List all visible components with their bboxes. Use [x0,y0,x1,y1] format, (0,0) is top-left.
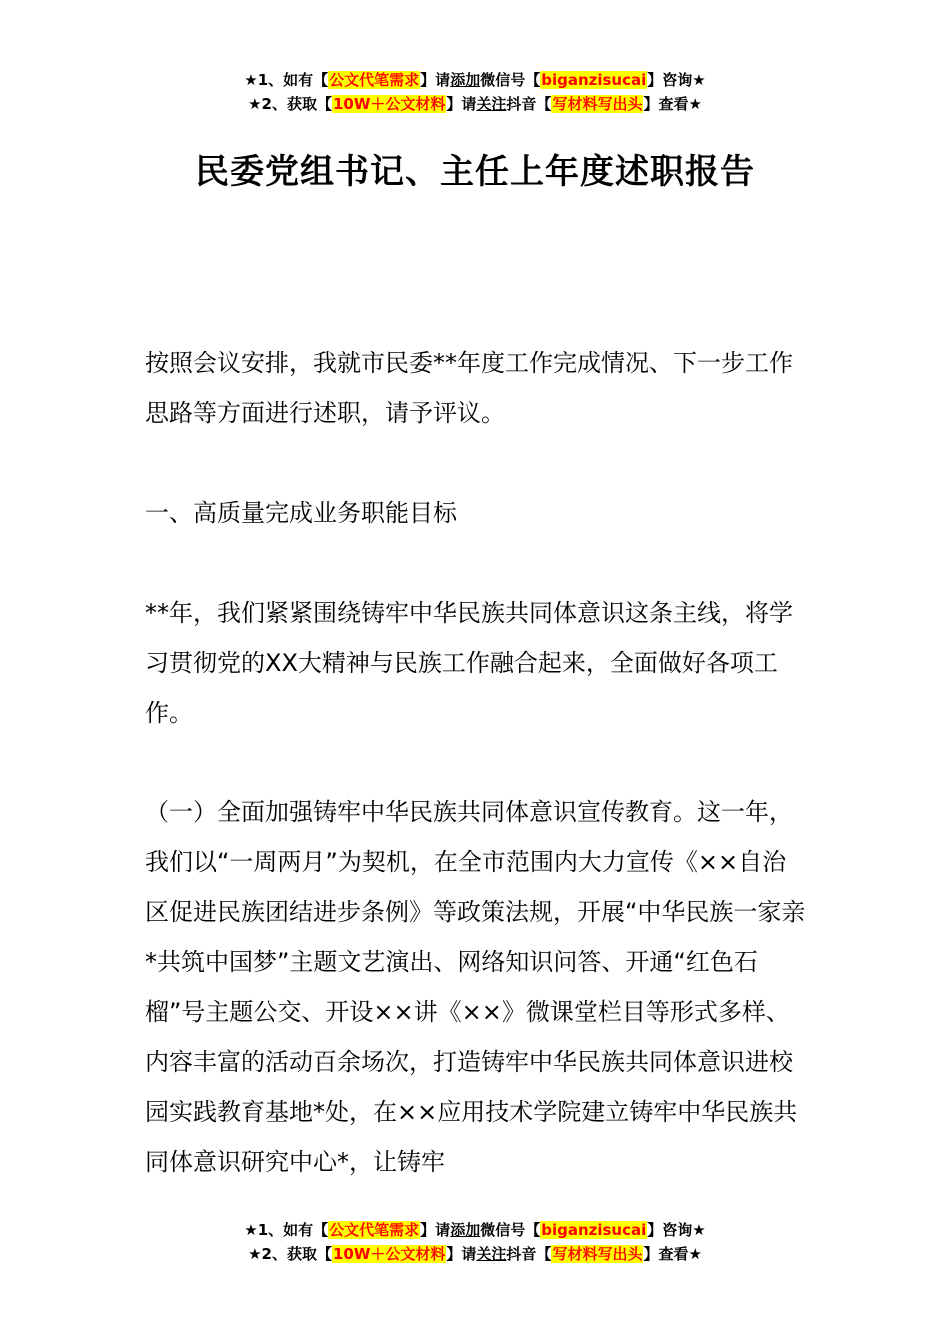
banner-highlight: 写材料写出头 [552,95,643,113]
header-banner [0,68,950,116]
banner-highlight: 公文代笔需求 [329,71,420,89]
banner-line-2: ★2、获取【10W＋公文材料】请关注抖音【写材料写出头】查看★ [248,95,702,113]
banner-highlight: 10W＋公文材料 [332,95,446,113]
banner-line-1: ★1、如有【公文代笔需求】请添加微信号【biganzisucai】咨询★ [244,71,706,89]
banner-highlight: biganzisucai [541,71,647,89]
banner-highlight: 写材料写出头 [552,1245,643,1263]
section-heading-1: 一、高质量完成业务职能目标 [145,499,457,527]
banner-line-1: ★1、如有【公文代笔需求】请添加微信号【biganzisucai】咨询★ [244,1221,706,1239]
paragraph-1: 按照会议安排，我就市民委**年度工作完成情况、下一步工作思路等方面进行述职，请予评议。 [145,349,793,427]
banner-highlight: 10W＋公文材料 [332,1245,446,1263]
banner-highlight: biganzisucai [541,1221,647,1239]
document-title: 民委党组书记、主任上年度述职报告 [195,152,755,192]
banner-highlight: 公文代笔需求 [329,1221,420,1239]
paragraph-3: （一）全面加强铸牢中华民族共同体意识宣传教育。这一年，我们以“一周两月”为契机，在全市范围内大力宣传《××自治区促进民族团结进步条例》等政策法规，开展“中华民族一家亲*共筑中国梦”主题文艺演出、网络知识问答、开通“红色石榴”号主题公交、开设××讲《××》微课堂栏目等形式多样、内容丰富的活动百余场次，打造铸牢中华民族共同体意识进校园实践教育基地*处，在××应用技术学院建立铸牢中华民族共同体意识研究中心*，让铸牢 [145,798,806,1176]
paragraph-2: **年，我们紧紧围绕铸牢中华民族共同体意识这条主线，将学习贯彻党的XX大精神与民族工作融合起来，全面做好各项工作。 [145,599,793,727]
banner-line-2: ★2、获取【10W＋公文材料】请关注抖音【写材料写出头】查看★ [248,1245,702,1263]
footer-banner [0,1218,950,1266]
